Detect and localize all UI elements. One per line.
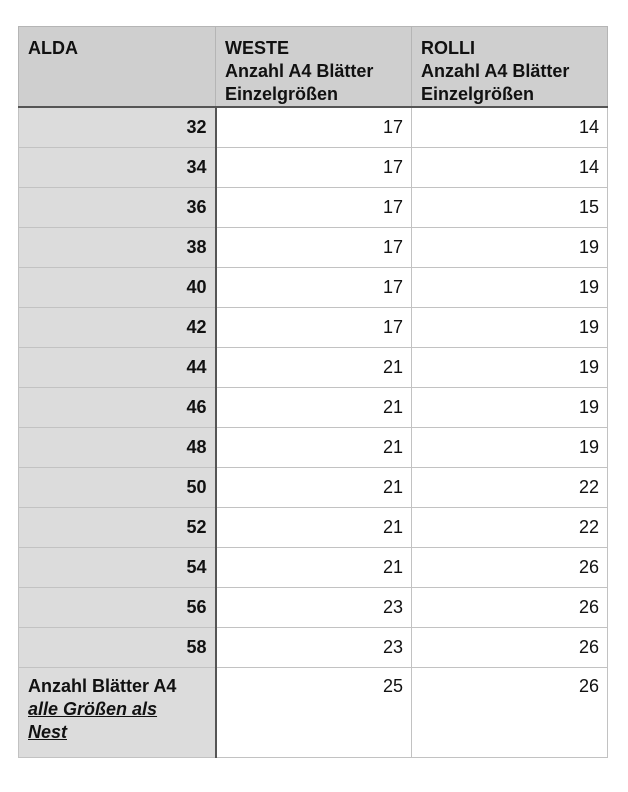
header-alda [19, 27, 216, 108]
header-rolli-line2: Anzahl A4 Blätter [421, 61, 570, 81]
weste-count-cell: 21 [216, 467, 412, 507]
table-header [19, 27, 608, 108]
table-row [19, 187, 608, 227]
table-row [19, 107, 608, 147]
table-row [19, 507, 608, 547]
rolli-count-cell: 19 [412, 307, 608, 347]
weste-count-cell: 21 [216, 347, 412, 387]
header-row [19, 27, 608, 108]
size-cell: 36 [19, 187, 216, 227]
total-label-line1: Anzahl Blätter A4 [28, 675, 177, 696]
header-weste-line2: Anzahl A4 Blätter [225, 61, 374, 81]
header-rolli [412, 27, 608, 108]
weste-count-cell: 21 [216, 427, 412, 467]
rolli-count-cell: 19 [412, 427, 608, 467]
header-rolli-line1: ROLLI [421, 38, 475, 58]
rolli-count-cell: 22 [412, 467, 608, 507]
size-cell: 54 [19, 547, 216, 587]
rolli-count-cell: 15 [412, 187, 608, 227]
rolli-count-cell: 19 [412, 227, 608, 267]
table-row [19, 387, 608, 427]
rolli-count-cell: 14 [412, 107, 608, 147]
size-cell: 40 [19, 267, 216, 307]
pattern-sheet-count-table [18, 26, 608, 758]
rolli-count-cell: 19 [412, 387, 608, 427]
table-row [19, 547, 608, 587]
size-cell: 44 [19, 347, 216, 387]
size-cell: 38 [19, 227, 216, 267]
size-cell: 32 [19, 107, 216, 147]
weste-count-cell: 17 [216, 187, 412, 227]
rolli-count-cell: 19 [412, 267, 608, 307]
rolli-count-cell: 26 [412, 587, 608, 627]
total-rolli-cell: 26 [412, 667, 608, 757]
header-weste-line3: Einzelgrößen [225, 84, 339, 104]
header-weste-line1: WESTE [225, 38, 290, 58]
weste-count-cell: 17 [216, 267, 412, 307]
table-row [19, 307, 608, 347]
total-label-line2: alle Größen als [28, 698, 158, 719]
weste-count-cell: 17 [216, 147, 412, 187]
rolli-count-cell: 22 [412, 507, 608, 547]
weste-count-cell: 21 [216, 507, 412, 547]
header-alda-label: ALDA [28, 38, 78, 58]
weste-count-cell: 23 [216, 627, 412, 667]
weste-count-cell: 17 [216, 107, 412, 147]
table-row [19, 467, 608, 507]
rolli-count-cell: 26 [412, 627, 608, 667]
table-row [19, 227, 608, 267]
size-cell: 34 [19, 147, 216, 187]
table-row [19, 347, 608, 387]
table-body [19, 107, 608, 757]
table-row [19, 427, 608, 467]
weste-count-cell: 17 [216, 227, 412, 267]
total-label-cell [19, 667, 216, 757]
table-row [19, 267, 608, 307]
rolli-count-cell: 19 [412, 347, 608, 387]
rolli-count-cell: 26 [412, 547, 608, 587]
table-row [19, 627, 608, 667]
weste-count-cell: 21 [216, 387, 412, 427]
weste-count-cell: 17 [216, 307, 412, 347]
size-cell: 56 [19, 587, 216, 627]
weste-count-cell: 21 [216, 547, 412, 587]
total-weste-cell: 25 [216, 667, 412, 757]
weste-count-cell: 23 [216, 587, 412, 627]
table-row [19, 147, 608, 187]
size-cell: 46 [19, 387, 216, 427]
table-row [19, 587, 608, 627]
size-cell: 52 [19, 507, 216, 547]
rolli-count-cell: 14 [412, 147, 608, 187]
size-cell: 58 [19, 627, 216, 667]
size-cell: 50 [19, 467, 216, 507]
total-row [19, 667, 608, 757]
header-rolli-line3: Einzelgrößen [421, 84, 535, 104]
total-label-line3: Nest [28, 721, 68, 742]
size-cell: 48 [19, 427, 216, 467]
size-cell: 42 [19, 307, 216, 347]
header-weste [216, 27, 412, 108]
